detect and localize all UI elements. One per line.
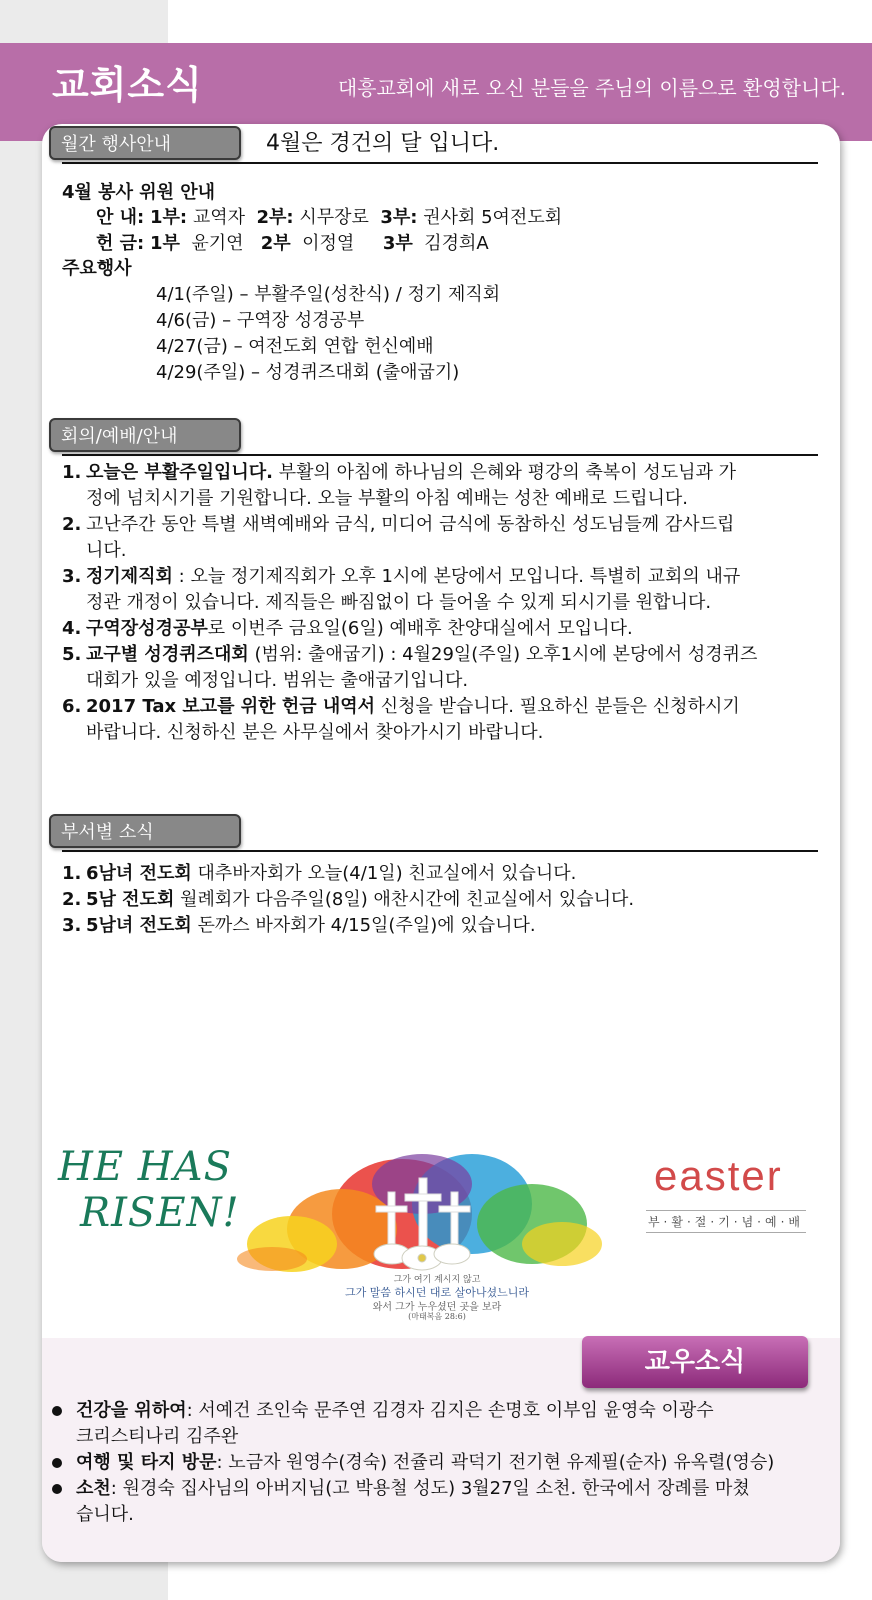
- verse-line: 와서 그가 누우셨던 곳을 보라: [372, 1302, 502, 1313]
- volunteer-title: 4월 봉사 위원 안내: [62, 182, 216, 203]
- guide-name: 권사회 5여전도회: [423, 207, 563, 228]
- verse-line: 그가 여기 계시지 않고: [393, 1275, 481, 1285]
- offering-part: 1부: [149, 233, 180, 254]
- offering-name: 이정열: [302, 233, 355, 254]
- list-item: 6. 2017 Tax 보고를 위한 헌금 내역서 신청을 받습니다. 필요하신 분들은 신청하시기 바랍니다. 신청하신 분은 사무실에서 찾아가시기 바랍니다.: [62, 696, 740, 743]
- guide-part: 2부:: [256, 207, 294, 228]
- list-item: 소천: 원경숙 집사님의 아버지님(고 박용철 성도) 3월27일 소천. 한국에서 장례를 마쳤 습니다.: [50, 1476, 830, 1528]
- list-item: 3. 정기제직회 : 오늘 정기제직회가 오후 1시에 본당에서 모입니다. 특별히 교회의 내규 정관 개정이 있습니다. 제직들은 빠짐없이 다 들어올 수 있게 되시기를 원합니다.: [62, 566, 741, 613]
- easter-subtitle: 부·활·절·기·념·예·배: [646, 1210, 806, 1233]
- section-rule: [62, 162, 818, 164]
- event-item: 4/29(주일) – 성경퀴즈대회 (출애굽기): [156, 362, 460, 383]
- offering-label: 헌 금:: [96, 233, 145, 254]
- welcome-subtitle: 대흥교회에 새로 오신 분들을 주님의 이름으로 환영합니다.: [337, 76, 846, 100]
- he-has-risen-lettering: HE HAS RISEN!: [58, 1144, 240, 1236]
- event-item: 4/1(주일) – 부활주일(성찬식) / 정기 제직회: [156, 284, 501, 305]
- list-item: 1. 6남녀 전도회 대추바자회가 오늘(4/1일) 친교실에서 있습니다.: [62, 863, 577, 884]
- verse-reference: (마태복음 28:6): [408, 1312, 466, 1321]
- section-rule: [62, 850, 818, 852]
- bullet-icon: [52, 1406, 62, 1416]
- offering-name: 김경희A: [424, 233, 489, 254]
- bulletin-card: [42, 124, 840, 1562]
- bullet-icon: [52, 1458, 62, 1468]
- offering-part: 2부: [260, 233, 291, 254]
- list-item: 4. 구역장성경공부로 이번주 금요일(6일) 예배후 찬양대실에서 모입니다.: [62, 618, 633, 639]
- guide-part: 1부:: [149, 207, 188, 228]
- verse-line: 그가 말씀 하시던 대로 살아나셨느니라: [344, 1286, 529, 1299]
- guide-row: [96, 205, 562, 231]
- offering-part: 3부: [382, 233, 413, 254]
- list-item: 3. 5남녀 전도회 돈까스 바자회가 4/15일(주일)에 있습니다.: [62, 915, 536, 936]
- list-item: 5. 교구별 성경퀴즈대회 (범위: 출애굽기) : 4월29일(주일) 오후1시에 본당에서 성경퀴즈 대회가 있을 예정입니다. 범위는 출애굽기입니다.: [62, 644, 758, 691]
- section-label-dept: 부서별 소식: [49, 814, 241, 848]
- list-item: 1. 오늘은 부활주일입니다. 부활의 아침에 하나님의 은혜와 평강의 축복이 성도님과 가 정에 넘치시기를 기원합니다. 오늘 부활의 아침 예배는 성찬 예배로 드립니다.: [62, 462, 737, 509]
- guide-name: 시무장로: [299, 207, 369, 228]
- section-label-monthly: 월간 행사안내: [49, 126, 241, 160]
- list-item: 여행 및 타지 방문: 노금자 원영수(경숙) 전쥴리 곽덕기 전기현 유제필(순자) 유옥렬(영승): [50, 1450, 830, 1476]
- dept-list: [62, 861, 832, 939]
- list-item: 2. 5남 전도회 월례회가 다음주일(8일) 애찬시간에 친교실에서 있습니다.: [62, 889, 635, 910]
- offering-name: 윤기연: [191, 233, 244, 254]
- worship-list: [62, 460, 832, 746]
- monthly-heading: 4월은 경건의 달 입니다.: [266, 131, 500, 156]
- section-label-worship: 회의/예배/안내: [49, 418, 241, 452]
- member-news-list: [50, 1398, 830, 1528]
- event-item: 4/27(금) – 여전도회 연합 헌신예배: [156, 336, 434, 357]
- section-label-member-news: 교우소식: [582, 1336, 808, 1388]
- bullet-icon: [52, 1484, 62, 1494]
- list-item: 2. 고난주간 동안 특별 새벽예배와 금식, 미디어 금식에 동참하신 성도님들께 감사드립 니다.: [62, 514, 735, 561]
- event-item: 4/6(금) – 구역장 성경공부: [156, 310, 365, 331]
- page-title: 교회소식: [52, 63, 203, 107]
- list-item: 건강을 위하여: 서예건 조인숙 문주연 김경자 김지은 손명호 이부임 윤영숙 이광수 크리스티나리 김주완: [50, 1398, 830, 1450]
- guide-label: 안 내:: [96, 207, 145, 228]
- offering-row: [96, 231, 489, 257]
- section-rule: [62, 454, 818, 456]
- guide-part: 3부:: [380, 207, 418, 228]
- guide-name: 교역자: [192, 207, 246, 228]
- easter-logo-text: easter: [654, 1152, 783, 1199]
- events-title: 주요행사: [62, 258, 132, 279]
